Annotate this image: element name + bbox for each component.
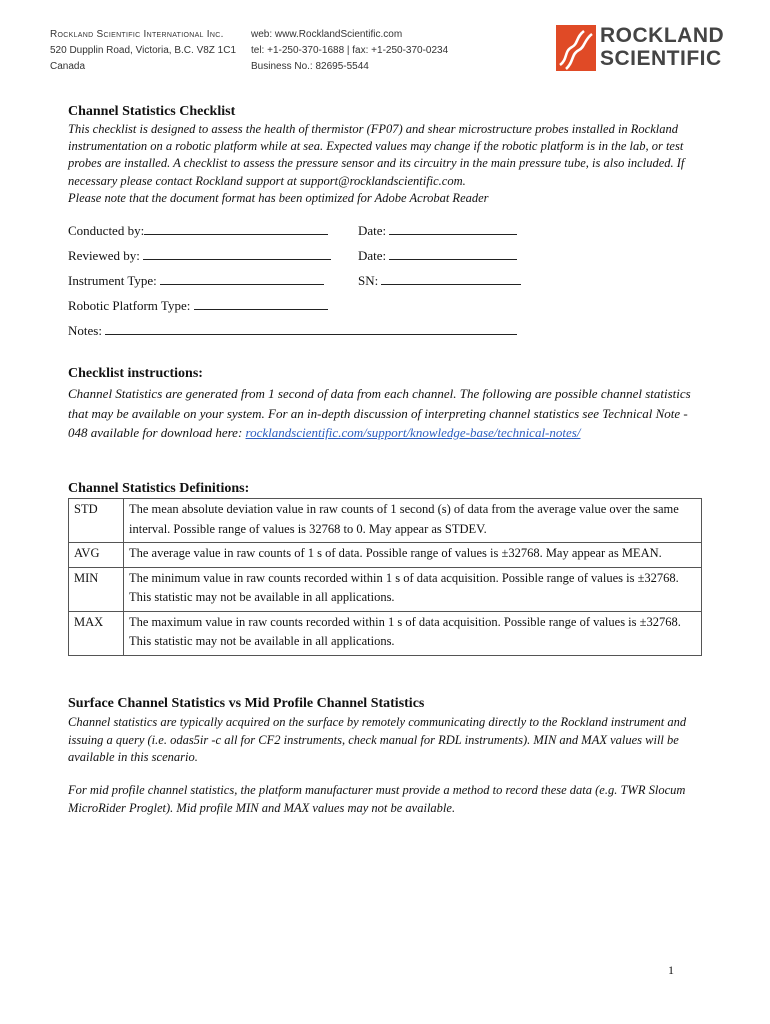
- date1-field: [358, 222, 517, 239]
- table-row: [69, 499, 702, 543]
- definition-key: STD: [69, 499, 124, 543]
- sn-label: SN:: [358, 273, 379, 288]
- instructions-title: Checklist instructions:: [68, 366, 203, 381]
- table-row: [69, 567, 702, 611]
- definition-key: MIN: [69, 567, 124, 611]
- notes-field: [68, 322, 517, 339]
- robotic-platform-type-field: [68, 297, 328, 314]
- logo-wordmark: [600, 24, 724, 70]
- instrument-type-input[interactable]: [160, 272, 324, 285]
- intro-text: This checklist is designed to assess the health of thermistor (FP07) and shear microstructure probes installed in Rockland instrumentation on a robotic platform while at sea. Expected values may change if the robotic platform is in the lab, or test probes are installed. A checklist to assess the pressure sensor and its circuitry in the main pressure tube, is also included. If necessary please contact Rockland support at support@rocklandscientific.com.: [68, 122, 685, 188]
- definition-desc: The minimum value in raw counts recorded within 1 s of data acquisition. Possible range of values is ±32768. This statistic may not be available in all applications.: [124, 567, 702, 611]
- instructions-text: Channel Statistics are generated from 1 second of data from each channel. The following are possible channel statistics that may be available on your system. For an in-depth discussion of interpreting channel statistics see Technical Note - 048 available for download here:: [68, 386, 691, 440]
- contact-phone-fax: tel: +1-250-370-1688 | fax: +1-250-370-0234: [251, 45, 449, 56]
- instructions-paragraph: [68, 384, 708, 443]
- technical-notes-link[interactable]: rocklandscientific.com/support/knowledge-base/technical-notes/: [245, 425, 581, 440]
- rockland-logo-mark-icon: [556, 25, 596, 71]
- contact-block: [251, 27, 448, 75]
- company-country: Canada: [50, 61, 86, 72]
- notes-label: Notes:: [68, 323, 102, 338]
- date1-label: Date:: [358, 223, 387, 238]
- conducted-by-input[interactable]: [144, 222, 328, 235]
- reviewed-by-input[interactable]: [143, 247, 331, 260]
- definition-key: AVG: [69, 543, 124, 568]
- reviewed-by-field: [68, 247, 331, 264]
- intro-note: Please note that the document format has been optimized for Adobe Acrobat Reader: [68, 190, 489, 205]
- page-title: Channel Statistics Checklist: [68, 104, 236, 119]
- contact-web: web: www.RocklandScientific.com: [251, 29, 403, 40]
- contact-business-no: Business No.: 82695-5544: [251, 61, 369, 72]
- company-address-block: [50, 27, 236, 75]
- definition-desc: The mean absolute deviation value in raw counts of 1 second (s) of data from the average value over the same interval. Possible range of values is 32768 to 0. May appear as STDEV.: [124, 499, 702, 543]
- page-number: 1: [668, 963, 674, 977]
- company-address: 520 Dupplin Road, Victoria, B.C. V8Z 1C1: [50, 45, 237, 56]
- reviewed-by-label: Reviewed by:: [68, 248, 140, 263]
- rockland-logo: [556, 24, 726, 74]
- definition-desc: The average value in raw counts of 1 s of data. Possible range of values is ±32768. May appear as MEAN.: [124, 543, 702, 568]
- notes-input[interactable]: [105, 322, 517, 335]
- table-row: [69, 543, 702, 568]
- table-row: [69, 611, 702, 655]
- logo-line-1: ROCKLAND: [600, 24, 725, 47]
- definition-key: MAX: [69, 611, 124, 655]
- definition-desc: The maximum value in raw counts recorded within 1 s of data acquisition. Possible range of values is ±32768. This statistic may not be available in all applications.: [124, 611, 702, 655]
- conducted-by-label: Conducted by:: [68, 223, 145, 238]
- company-name: Rockland Scientific International Inc.: [50, 29, 224, 40]
- robotic-platform-type-label: Robotic Platform Type:: [68, 298, 191, 313]
- surface-section-title: Surface Channel Statistics vs Mid Profile Channel Statistics: [68, 696, 425, 711]
- definitions-title: Channel Statistics Definitions:: [68, 481, 250, 496]
- surface-paragraph-2: For mid profile channel statistics, the platform manufacturer must provide a method to record these data (e.g. TWR Slocum MicroRider Proglet). Mid profile MIN and MAX values may not be available.: [68, 783, 686, 815]
- intro-paragraph: [68, 121, 708, 207]
- conducted-by-field: [68, 222, 328, 239]
- sn-field: [358, 272, 521, 289]
- sn-input[interactable]: [381, 272, 521, 285]
- surface-paragraph-1: Channel statistics are typically acquired on the surface by remotely communicating directly to the Rockland instrument and issuing a query (i.e. odas5ir -c all for CF2 instruments, check manual for RDL instruments). MIN and MAX values will be available in this scenario.: [68, 715, 687, 764]
- instrument-type-field: [68, 272, 324, 289]
- definitions-table: [68, 498, 702, 656]
- instrument-type-label: Instrument Type:: [68, 273, 157, 288]
- logo-line-2: SCIENTIFIC: [600, 47, 722, 70]
- robotic-platform-type-input[interactable]: [194, 297, 328, 310]
- date2-field: [358, 247, 517, 264]
- date2-input[interactable]: [389, 247, 517, 260]
- date1-input[interactable]: [389, 222, 517, 235]
- date2-label: Date:: [358, 248, 387, 263]
